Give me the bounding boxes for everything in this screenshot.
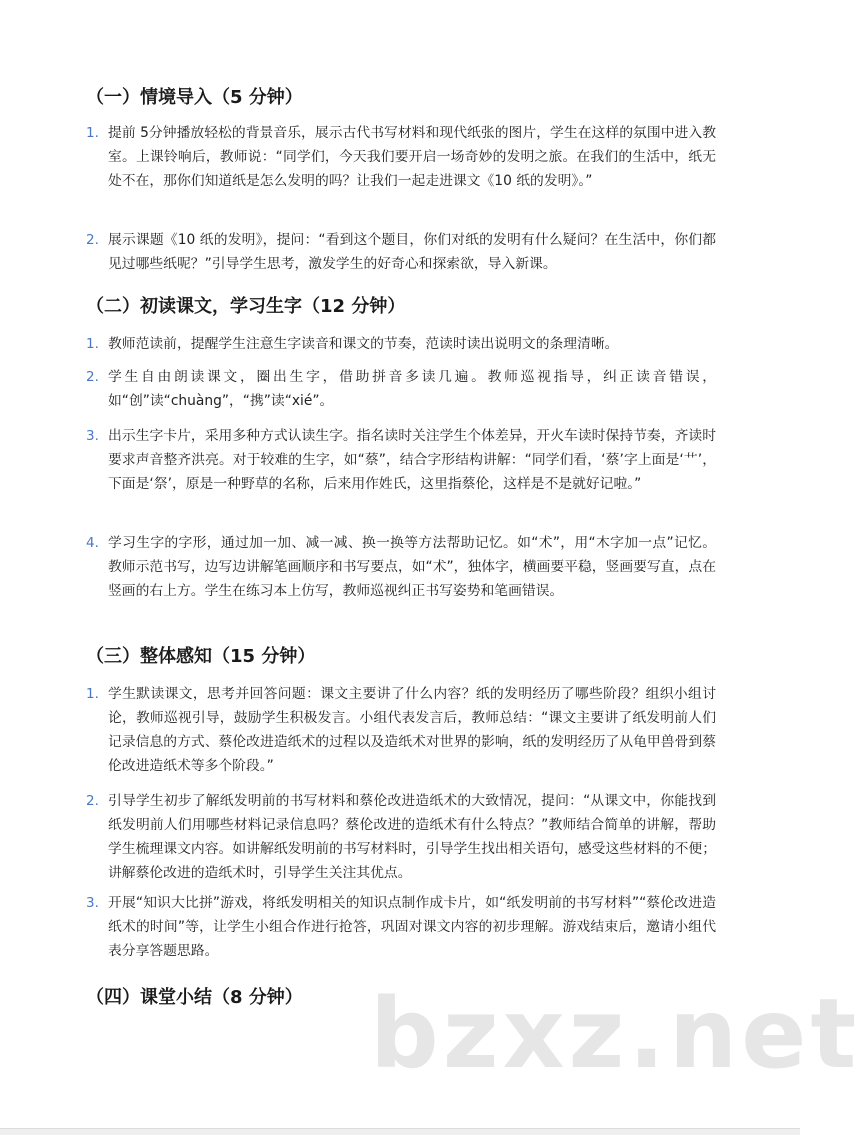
list-item — [86, 228, 716, 276]
list-number: 1. — [86, 125, 99, 141]
list-number: 2. — [86, 232, 99, 248]
section-title-intro: （一）情境导入（5 分钟） — [86, 87, 303, 108]
list-item — [86, 891, 716, 963]
section-title-reading: （二）初读课文，学习生字（12 分钟） — [86, 296, 406, 317]
list-item-text: 学生自由朗读课文，圈出生字，借助拼音多读几遍。教师巡视指导，纠正读音错误，如“创”读“chuàng”，“携”读“xié”。 — [108, 369, 716, 409]
list-item-text: 提前 5分钟播放轻松的背景音乐，展示古代书写材料和现代纸张的图片，学生在这样的氛围中进入教室。上课铃响后，教师说：“同学们，今天我们要开启一场奇妙的发明之旅。在我们的生活中，纸无处不在，那你们知道纸是怎么发明的吗？让我们一起走进课文《10 纸的发明》。” — [108, 125, 716, 189]
list-item-text: 学生默读课文，思考并回答问题：课文主要讲了什么内容？纸的发明经历了哪些阶段？组织小组讨论，教师巡视引导，鼓励学生积极发言。小组代表发言后，教师总结：“课文主要讲了纸发明前人们记录信息的方式、蔡伦改进造纸术的过程以及造纸术对世界的影响，纸的发明经历了从龟甲兽骨到蔡伦改进造纸术等多个阶段。” — [108, 686, 716, 774]
section-title-summary: （四）课堂小结（8 分钟） — [86, 987, 303, 1008]
list-item — [86, 789, 716, 885]
list-number: 3. — [86, 428, 99, 444]
list-item — [86, 424, 716, 496]
list-number: 2. — [86, 793, 99, 809]
list-number: 1. — [86, 686, 99, 702]
list-number: 1. — [86, 336, 99, 352]
list-item-text: 引导学生初步了解纸发明前的书写材料和蔡伦改进造纸术的大致情况，提问：“从课文中，你能找到纸发明前人们用哪些材料记录信息吗？蔡伦改进的造纸术有什么特点？”教师结合简单的讲解，帮助学生梳理课文内容。如讲解纸发明前的书写材料时，引导学生找出相关语句，感受这些材料的不便；讲解蔡伦改进的造纸术时，引导学生关注其优点。 — [108, 793, 716, 881]
list-number: 3. — [86, 895, 99, 911]
list-item — [86, 332, 716, 356]
list-number: 2. — [86, 369, 99, 385]
page-bottom-edge — [0, 1128, 800, 1135]
section-title-overview: （三）整体感知（15 分钟） — [86, 646, 316, 667]
list-item-text: 出示生字卡片，采用多种方式认读生字。指名读时关注学生个体差异，开火车读时保持节奏，齐读时要求声音整齐洪亮。对于较难的生字，如“蔡”，结合字形结构讲解：“同学们看，‘蔡’字上面是‘艹’，下面是‘祭’，原是一种野草的名称，后来用作姓氏，这里指蔡伦，这样是不是就好记啦。” — [108, 428, 716, 492]
list-item-text: 开展“知识大比拼”游戏，将纸发明相关的知识点制作成卡片，如“纸发明前的书写材料”“蔡伦改进造纸术的时间”等，让学生小组合作进行抢答，巩固对课文内容的初步理解。游戏结束后，邀请小组代表分享答题思路。 — [108, 895, 716, 959]
list-item — [86, 121, 716, 193]
list-item — [86, 365, 716, 413]
list-item-text: 学习生字的字形，通过加一加、减一减、换一换等方法帮助记忆。如“术”，用“木字加一点”记忆。教师示范书写，边写边讲解笔画顺序和书写要点，如“术”，独体字，横画要平稳，竖画要写直，点在竖画的右上方。学生在练习本上仿写，教师巡视纠正书写姿势和笔画错误。 — [108, 535, 716, 599]
list-item — [86, 531, 716, 603]
list-item-text: 教师范读前，提醒学生注意生字读音和课文的节奏，范读时读出说明文的条理清晰。 — [108, 336, 619, 352]
list-item-text: 展示课题《10 纸的发明》，提问：“看到这个题目，你们对纸的发明有什么疑问？在生活中，你们都见过哪些纸呢？”引导学生思考，激发学生的好奇心和探索欲，导入新课。 — [108, 232, 716, 272]
list-item — [86, 682, 716, 778]
list-number: 4. — [86, 535, 99, 551]
watermark: bzxz.net — [370, 978, 860, 1090]
